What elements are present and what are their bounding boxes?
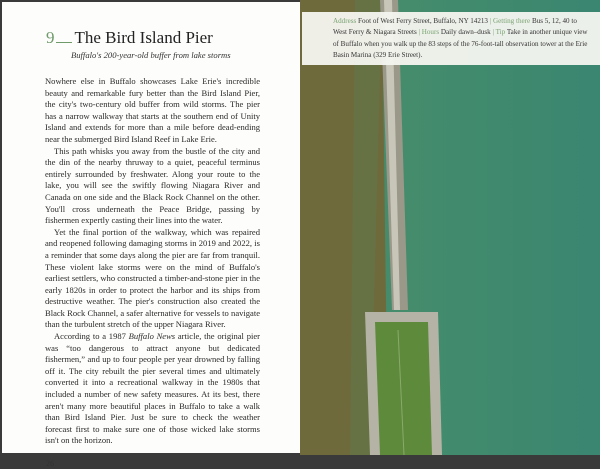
text: article, the original pier was “too dangerous to attract anyone but dedicated fishermen,” and up to four people per year drowned by falling off it. The city rebuilt the pier several times and ultimately converted it into a recreational walkway in the 1980s that included a number of new safety measures. At its best, there aren't many more beautiful places in Buffalo to take a walk than Bird Island Pier. Just be sure to check the weather forecast first to make sure one of those wicked lake storms isn't on the horizon. xyxy=(45,331,260,446)
chapter-heading xyxy=(46,28,286,48)
text-column xyxy=(45,76,260,469)
separator: | xyxy=(492,28,494,37)
paragraph: This path whisks you away from the bustle of the city and the din of the nearby thruway to a quiet, peaceful terminus entirely surrounded by freshwater. Along your route to the lake, you will see the swiftly flowing Niagara River and Canada on one side and the Black Rock Channel on the other. You'll cross underneath the Peace Bridge, passing by fishermen expertly casting their lines into the water. xyxy=(45,145,260,226)
right-page-photo xyxy=(300,0,600,455)
hours: Daily dawn–dusk xyxy=(440,28,491,37)
body-text xyxy=(45,76,260,447)
paragraph xyxy=(45,331,260,447)
page-number: 26 xyxy=(46,459,54,468)
getting-there: Bus 5, 12, 40 to West Ferry & Niagara Streets xyxy=(333,17,577,37)
separator: | xyxy=(418,28,420,37)
text: According to a 1987 xyxy=(54,331,129,342)
chapter-subtitle: Buffalo's 200-year-old buffer from lake storms xyxy=(71,50,231,60)
aerial-pier-photo xyxy=(300,0,600,455)
getting-there-label: Getting there xyxy=(492,17,531,25)
chapter-header xyxy=(46,28,286,61)
tip: Take in another unique view of Buffalo when you walk up the 83 steps of the 76-foot-tall observation tower at the Erie Basin Marina (329 Erie Street). xyxy=(333,28,588,59)
info-box xyxy=(302,12,600,65)
publication-title: Buffalo News xyxy=(128,331,176,342)
address: Foot of West Ferry Street, Buffalo, NY 14213 xyxy=(358,17,488,25)
left-page xyxy=(2,2,300,468)
paragraph: Yet the final portion of the walkway, which was repaired and reopened following damaging storms in 2019 and 2022, is a reminder that some days along the pier are far from tranquil. These violent lake storms were on the mind of Buffalo's earliest settlers, who constructed a timber-and-stone pier in the early 1820s in order to protect the harbor and its ships from destructive weather. The pier's construction also created the Black Rock Channel, a safer alternative for vessels to navigate than the turbulent stretch of the upper Niagara River. xyxy=(45,226,260,330)
hours-label: Hours xyxy=(421,28,440,37)
tip-label: Tip xyxy=(495,28,506,37)
heading-rule xyxy=(56,42,72,43)
separator: | xyxy=(489,17,492,25)
chapter-number: 9 xyxy=(46,28,55,47)
address-label: Address xyxy=(333,17,357,25)
paragraph: Nowhere else in Buffalo showcases Lake Erie's incredible beauty and remarkable fury better than the Bird Island Pier, the city's two-century old buffer from wild storms. The pier has a narrow walkway that starts at the southern end of Unity Island and extends for more than a mile before dead-ending near the submerged Bird Island Reef in Lake Erie. xyxy=(45,76,260,144)
chapter-title: The Bird Island Pier xyxy=(74,28,213,47)
